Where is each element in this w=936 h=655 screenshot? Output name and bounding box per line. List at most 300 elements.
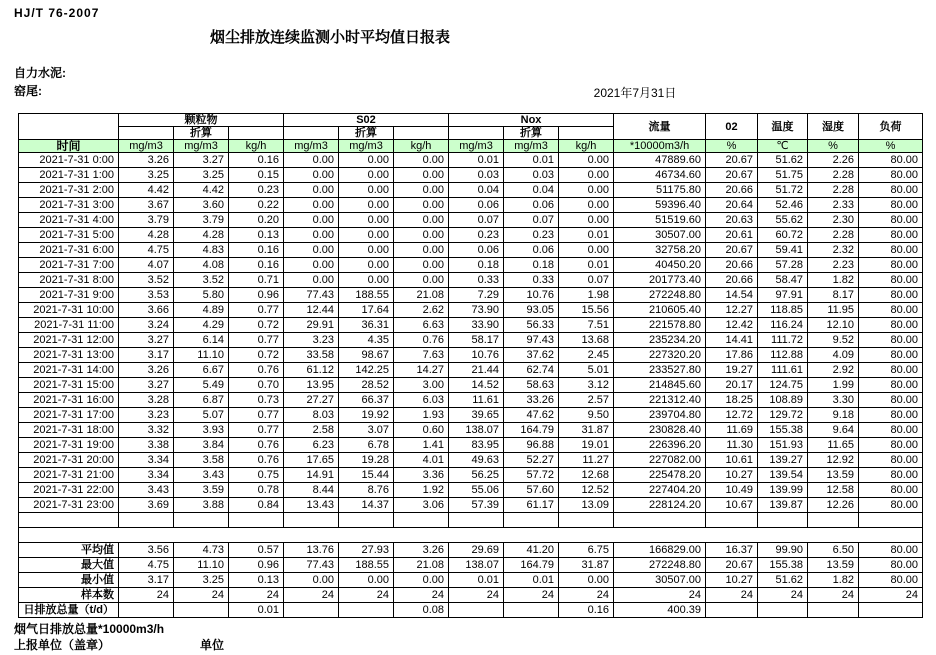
data-cell: 80.00 [859,543,923,558]
data-cell: 30507.00 [614,228,706,243]
data-cell: 0.06 [504,243,559,258]
data-cell: 12.42 [706,318,758,333]
data-cell: 10.27 [706,573,758,588]
data-cell: 31.87 [559,558,614,573]
data-cell: 4.28 [174,228,229,243]
data-cell: 3.00 [394,378,449,393]
data-cell: 210605.40 [614,303,706,318]
group-header-nox: Nox [449,114,614,127]
time-cell: 2021-7-31 6:00 [19,243,119,258]
table-row [19,408,923,423]
table-row [19,378,923,393]
data-cell: 3.25 [119,168,174,183]
data-cell: 5.07 [174,408,229,423]
data-cell: 58.17 [449,333,504,348]
data-cell: 0.07 [559,273,614,288]
data-cell: 8.03 [284,408,339,423]
data-cell: 52.27 [504,453,559,468]
converted-header-so2: 折算 [339,127,394,140]
data-cell [504,603,559,618]
data-cell: 51519.60 [614,213,706,228]
data-cell: 3.26 [119,153,174,168]
data-cell: 5.01 [559,363,614,378]
data-cell: 7.51 [559,318,614,333]
data-cell [758,603,808,618]
unit-cell: mg/m3 [449,140,504,153]
data-cell: 4.42 [119,183,174,198]
data-cell: 0.77 [229,303,284,318]
data-cell: 29.91 [284,318,339,333]
col-header-humidity: 湿度 [808,114,859,140]
data-cell: 3.25 [174,168,229,183]
time-cell: 2021-7-31 23:00 [19,498,119,513]
data-cell: 0.76 [394,333,449,348]
time-cell: 2021-7-31 14:00 [19,363,119,378]
data-cell: 188.55 [339,288,394,303]
time-cell: 2021-7-31 9:00 [19,288,119,303]
data-cell: 24 [119,588,174,603]
data-cell: 2.57 [559,393,614,408]
data-cell: 0.00 [394,168,449,183]
data-cell: 46734.60 [614,168,706,183]
data-cell: 0.75 [229,468,284,483]
summary-label-cell: 日排放总量（t/d） [19,603,119,618]
data-cell: 4.89 [174,303,229,318]
data-cell: 80.00 [859,183,923,198]
data-cell: 139.99 [758,483,808,498]
data-cell: 96.88 [504,438,559,453]
gap-row [19,528,923,543]
data-cell: 12.52 [559,483,614,498]
data-cell: 47.62 [504,408,559,423]
data-cell: 0.00 [339,573,394,588]
time-cell: 2021-7-31 17:00 [19,408,119,423]
blank-cell [174,513,229,528]
table-row [19,483,923,498]
group-header-pm: 颗粒物 [119,114,284,127]
unit-cell: mg/m3 [284,140,339,153]
data-cell: 6.23 [284,438,339,453]
data-cell: 24 [284,588,339,603]
data-cell: 20.63 [706,213,758,228]
data-cell: 0.00 [394,228,449,243]
data-cell: 4.29 [174,318,229,333]
data-cell: 40450.20 [614,258,706,273]
data-cell [174,603,229,618]
data-cell: 51.62 [758,573,808,588]
table-row [19,183,923,198]
data-cell: 10.27 [706,468,758,483]
blank-cell [758,513,808,528]
report-table [18,113,923,618]
data-cell: 129.72 [758,408,808,423]
data-cell: 0.03 [504,168,559,183]
data-cell: 21.08 [394,288,449,303]
data-cell: 6.63 [394,318,449,333]
col-header-temperature: 温度 [758,114,808,140]
data-cell: 0.00 [339,243,394,258]
data-cell: 61.17 [504,498,559,513]
data-cell: 13.68 [559,333,614,348]
data-cell: 0.01 [449,153,504,168]
data-cell: 14.91 [284,468,339,483]
table-row [19,213,923,228]
data-cell: 0.00 [339,168,394,183]
data-cell: 164.79 [504,558,559,573]
data-cell: 15.44 [339,468,394,483]
data-cell: 20.67 [706,558,758,573]
gap-cell [19,528,923,543]
data-cell: 0.00 [394,273,449,288]
blank-cell [394,127,449,140]
data-cell: 111.72 [758,333,808,348]
data-cell: 20.66 [706,273,758,288]
data-cell: 80.00 [859,288,923,303]
data-cell: 24 [174,588,229,603]
summary-label-cell: 平均值 [19,543,119,558]
data-cell: 13.59 [808,558,859,573]
data-cell: 166829.00 [614,543,706,558]
time-cell: 2021-7-31 2:00 [19,183,119,198]
data-cell: 56.25 [449,468,504,483]
data-cell: 1.82 [808,573,859,588]
data-cell: 14.54 [706,288,758,303]
data-cell: 0.00 [284,228,339,243]
data-cell: 0.00 [394,243,449,258]
data-cell: 1.41 [394,438,449,453]
data-cell: 0.13 [229,228,284,243]
data-cell: 3.27 [119,378,174,393]
blank-cell [808,513,859,528]
data-cell: 0.78 [229,483,284,498]
data-cell: 10.67 [706,498,758,513]
data-cell: 0.96 [229,288,284,303]
data-cell: 0.00 [284,153,339,168]
data-cell: 57.72 [504,468,559,483]
data-cell: 0.76 [229,438,284,453]
data-cell: 3.06 [394,498,449,513]
data-cell: 6.75 [559,543,614,558]
data-cell: 226396.20 [614,438,706,453]
data-cell: 0.00 [339,213,394,228]
data-cell: 28.52 [339,378,394,393]
data-cell: 12.72 [706,408,758,423]
data-cell: 235234.20 [614,333,706,348]
data-cell: 2.28 [808,183,859,198]
data-cell [808,603,859,618]
data-cell: 0.01 [504,573,559,588]
data-cell: 12.10 [808,318,859,333]
data-cell: 0.00 [284,198,339,213]
data-cell: 0.13 [229,573,284,588]
data-cell: 61.12 [284,363,339,378]
blank-cell [614,513,706,528]
table-row [19,348,923,363]
data-cell: 11.65 [808,438,859,453]
data-cell: 0.72 [229,318,284,333]
data-cell: 0.15 [229,168,284,183]
data-cell: 19.27 [706,363,758,378]
data-cell: 20.64 [706,198,758,213]
data-cell: 0.60 [394,423,449,438]
data-cell: 0.20 [229,213,284,228]
blank-cell [449,127,504,140]
data-cell: 73.90 [449,303,504,318]
data-cell: 0.06 [449,243,504,258]
data-cell: 9.50 [559,408,614,423]
data-cell: 20.61 [706,228,758,243]
data-cell: 0.00 [559,198,614,213]
time-header-spacer [19,114,119,140]
data-cell: 49.63 [449,453,504,468]
data-cell: 230828.40 [614,423,706,438]
data-cell: 0.00 [394,198,449,213]
data-cell: 39.65 [449,408,504,423]
data-cell: 4.35 [339,333,394,348]
data-cell: 0.23 [449,228,504,243]
time-cell: 2021-7-31 5:00 [19,228,119,243]
data-cell: 0.00 [284,183,339,198]
data-cell: 27.93 [339,543,394,558]
data-cell: 51.72 [758,183,808,198]
data-cell: 80.00 [859,558,923,573]
data-cell: 24 [706,588,758,603]
blank-cell [504,513,559,528]
time-cell: 2021-7-31 18:00 [19,423,119,438]
blank-cell [859,513,923,528]
time-cell: 2021-7-31 15:00 [19,378,119,393]
data-cell: 3.93 [174,423,229,438]
data-cell: 3.28 [119,393,174,408]
data-cell: 3.79 [174,213,229,228]
data-cell: 33.90 [449,318,504,333]
data-cell: 0.00 [559,243,614,258]
data-cell: 11.61 [449,393,504,408]
data-cell: 15.56 [559,303,614,318]
table-row [19,393,923,408]
data-cell: 3.38 [119,438,174,453]
data-cell: 80.00 [859,168,923,183]
data-cell: 24 [339,588,394,603]
blank-cell [339,513,394,528]
data-cell: 4.83 [174,243,229,258]
data-cell: 58.47 [758,273,808,288]
data-cell: 233527.80 [614,363,706,378]
data-cell: 51175.80 [614,183,706,198]
data-cell: 3.34 [119,468,174,483]
data-cell: 4.09 [808,348,859,363]
data-cell: 80.00 [859,228,923,243]
unit-label: 单位 [200,638,225,652]
data-cell [284,603,339,618]
data-cell: 57.28 [758,258,808,273]
unit-cell: *10000m3/h [614,140,706,153]
data-cell: 37.62 [504,348,559,363]
unit-cell: mg/m3 [339,140,394,153]
data-cell: 12.27 [706,303,758,318]
time-cell: 2021-7-31 19:00 [19,438,119,453]
data-cell: 59396.40 [614,198,706,213]
col-header-load: 负荷 [859,114,923,140]
data-cell: 60.72 [758,228,808,243]
data-cell: 11.69 [706,423,758,438]
data-cell: 0.00 [394,258,449,273]
data-cell: 13.43 [284,498,339,513]
summary-row [19,588,923,603]
data-cell: 80.00 [859,453,923,468]
blank-cell [284,513,339,528]
data-cell: 6.67 [174,363,229,378]
data-cell: 0.84 [229,498,284,513]
data-cell: 155.38 [758,423,808,438]
data-cell: 8.44 [284,483,339,498]
unit-cell: mg/m3 [174,140,229,153]
data-cell: 80.00 [859,363,923,378]
table-row [19,318,923,333]
data-cell: 41.20 [504,543,559,558]
data-cell: 0.76 [229,453,284,468]
data-cell: 138.07 [449,558,504,573]
data-cell: 20.67 [706,168,758,183]
data-cell: 51.62 [758,153,808,168]
converted-header-nox: 折算 [504,127,559,140]
summary-row [19,543,923,558]
data-cell: 77.43 [284,558,339,573]
data-cell: 80.00 [859,408,923,423]
data-cell: 80.00 [859,573,923,588]
data-cell: 9.64 [808,423,859,438]
data-cell: 47889.60 [614,153,706,168]
data-cell [119,603,174,618]
data-cell: 400.39 [614,603,706,618]
data-cell: 0.73 [229,393,284,408]
data-cell: 2.26 [808,153,859,168]
time-cell: 2021-7-31 13:00 [19,348,119,363]
unit-cell: ℃ [758,140,808,153]
data-cell: 188.55 [339,558,394,573]
data-cell: 0.00 [284,168,339,183]
data-cell: 12.44 [284,303,339,318]
data-cell: 227404.20 [614,483,706,498]
group-header-so2: S02 [284,114,449,127]
table-row [19,468,923,483]
table-row [19,153,923,168]
data-cell: 80.00 [859,423,923,438]
data-cell: 0.57 [229,543,284,558]
report-unit-label: 上报单位（盖章） [14,638,111,652]
data-cell: 2.58 [284,423,339,438]
blank-cell [119,513,174,528]
data-cell: 12.26 [808,498,859,513]
data-cell: 6.50 [808,543,859,558]
data-cell: 8.76 [339,483,394,498]
data-cell: 20.67 [706,153,758,168]
data-cell: 24 [559,588,614,603]
data-cell: 6.14 [174,333,229,348]
time-cell: 2021-7-31 12:00 [19,333,119,348]
company-label: 自力水泥: [14,66,66,80]
data-cell: 57.39 [449,498,504,513]
data-cell: 80.00 [859,498,923,513]
data-cell: 0.16 [229,243,284,258]
data-cell: 3.17 [119,573,174,588]
data-cell: 0.22 [229,198,284,213]
data-cell: 0.00 [394,573,449,588]
data-cell: 0.00 [559,573,614,588]
blank-cell [229,127,284,140]
data-cell: 13.76 [284,543,339,558]
data-cell: 12.68 [559,468,614,483]
data-cell: 142.25 [339,363,394,378]
data-cell: 8.17 [808,288,859,303]
data-cell: 51.75 [758,168,808,183]
data-cell: 3.53 [119,288,174,303]
data-cell: 7.29 [449,288,504,303]
data-cell: 3.52 [174,273,229,288]
data-cell: 0.00 [339,153,394,168]
table-row [19,423,923,438]
data-cell: 0.16 [229,258,284,273]
converted-header-pm: 折算 [174,127,229,140]
data-cell: 214845.60 [614,378,706,393]
data-cell: 0.00 [394,183,449,198]
data-cell: 3.32 [119,423,174,438]
data-cell: 139.87 [758,498,808,513]
data-cell: 0.00 [394,213,449,228]
doc-code: HJ/T 76-2007 [14,6,100,20]
time-cell: 2021-7-31 22:00 [19,483,119,498]
header-row-groups [19,114,923,127]
data-cell: 221312.40 [614,393,706,408]
data-cell: 0.00 [559,168,614,183]
data-cell: 3.59 [174,483,229,498]
data-cell: 20.17 [706,378,758,393]
data-cell: 0.00 [394,153,449,168]
data-cell [859,603,923,618]
data-cell: 1.82 [808,273,859,288]
data-cell: 62.74 [504,363,559,378]
data-cell: 9.52 [808,333,859,348]
blank-cell [19,513,119,528]
data-cell: 33.58 [284,348,339,363]
data-cell: 2.92 [808,363,859,378]
unit-cell: kg/h [229,140,284,153]
data-cell: 17.64 [339,303,394,318]
data-cell: 27.27 [284,393,339,408]
data-cell: 3.69 [119,498,174,513]
data-cell: 20.66 [706,183,758,198]
report-date: 2021年7月31日 [593,86,677,100]
empty-row [19,513,923,528]
data-cell: 7.63 [394,348,449,363]
table-row [19,198,923,213]
data-cell: 6.03 [394,393,449,408]
data-cell: 3.79 [119,213,174,228]
data-cell: 3.27 [119,333,174,348]
data-cell: 98.67 [339,348,394,363]
data-cell: 10.61 [706,453,758,468]
data-cell: 2.23 [808,258,859,273]
data-cell: 6.87 [174,393,229,408]
data-cell: 80.00 [859,318,923,333]
unit-cell: kg/h [559,140,614,153]
data-cell: 97.43 [504,333,559,348]
data-cell: 66.37 [339,393,394,408]
data-cell: 32758.20 [614,243,706,258]
data-cell: 24 [859,588,923,603]
data-cell: 77.43 [284,288,339,303]
data-cell: 0.00 [339,228,394,243]
